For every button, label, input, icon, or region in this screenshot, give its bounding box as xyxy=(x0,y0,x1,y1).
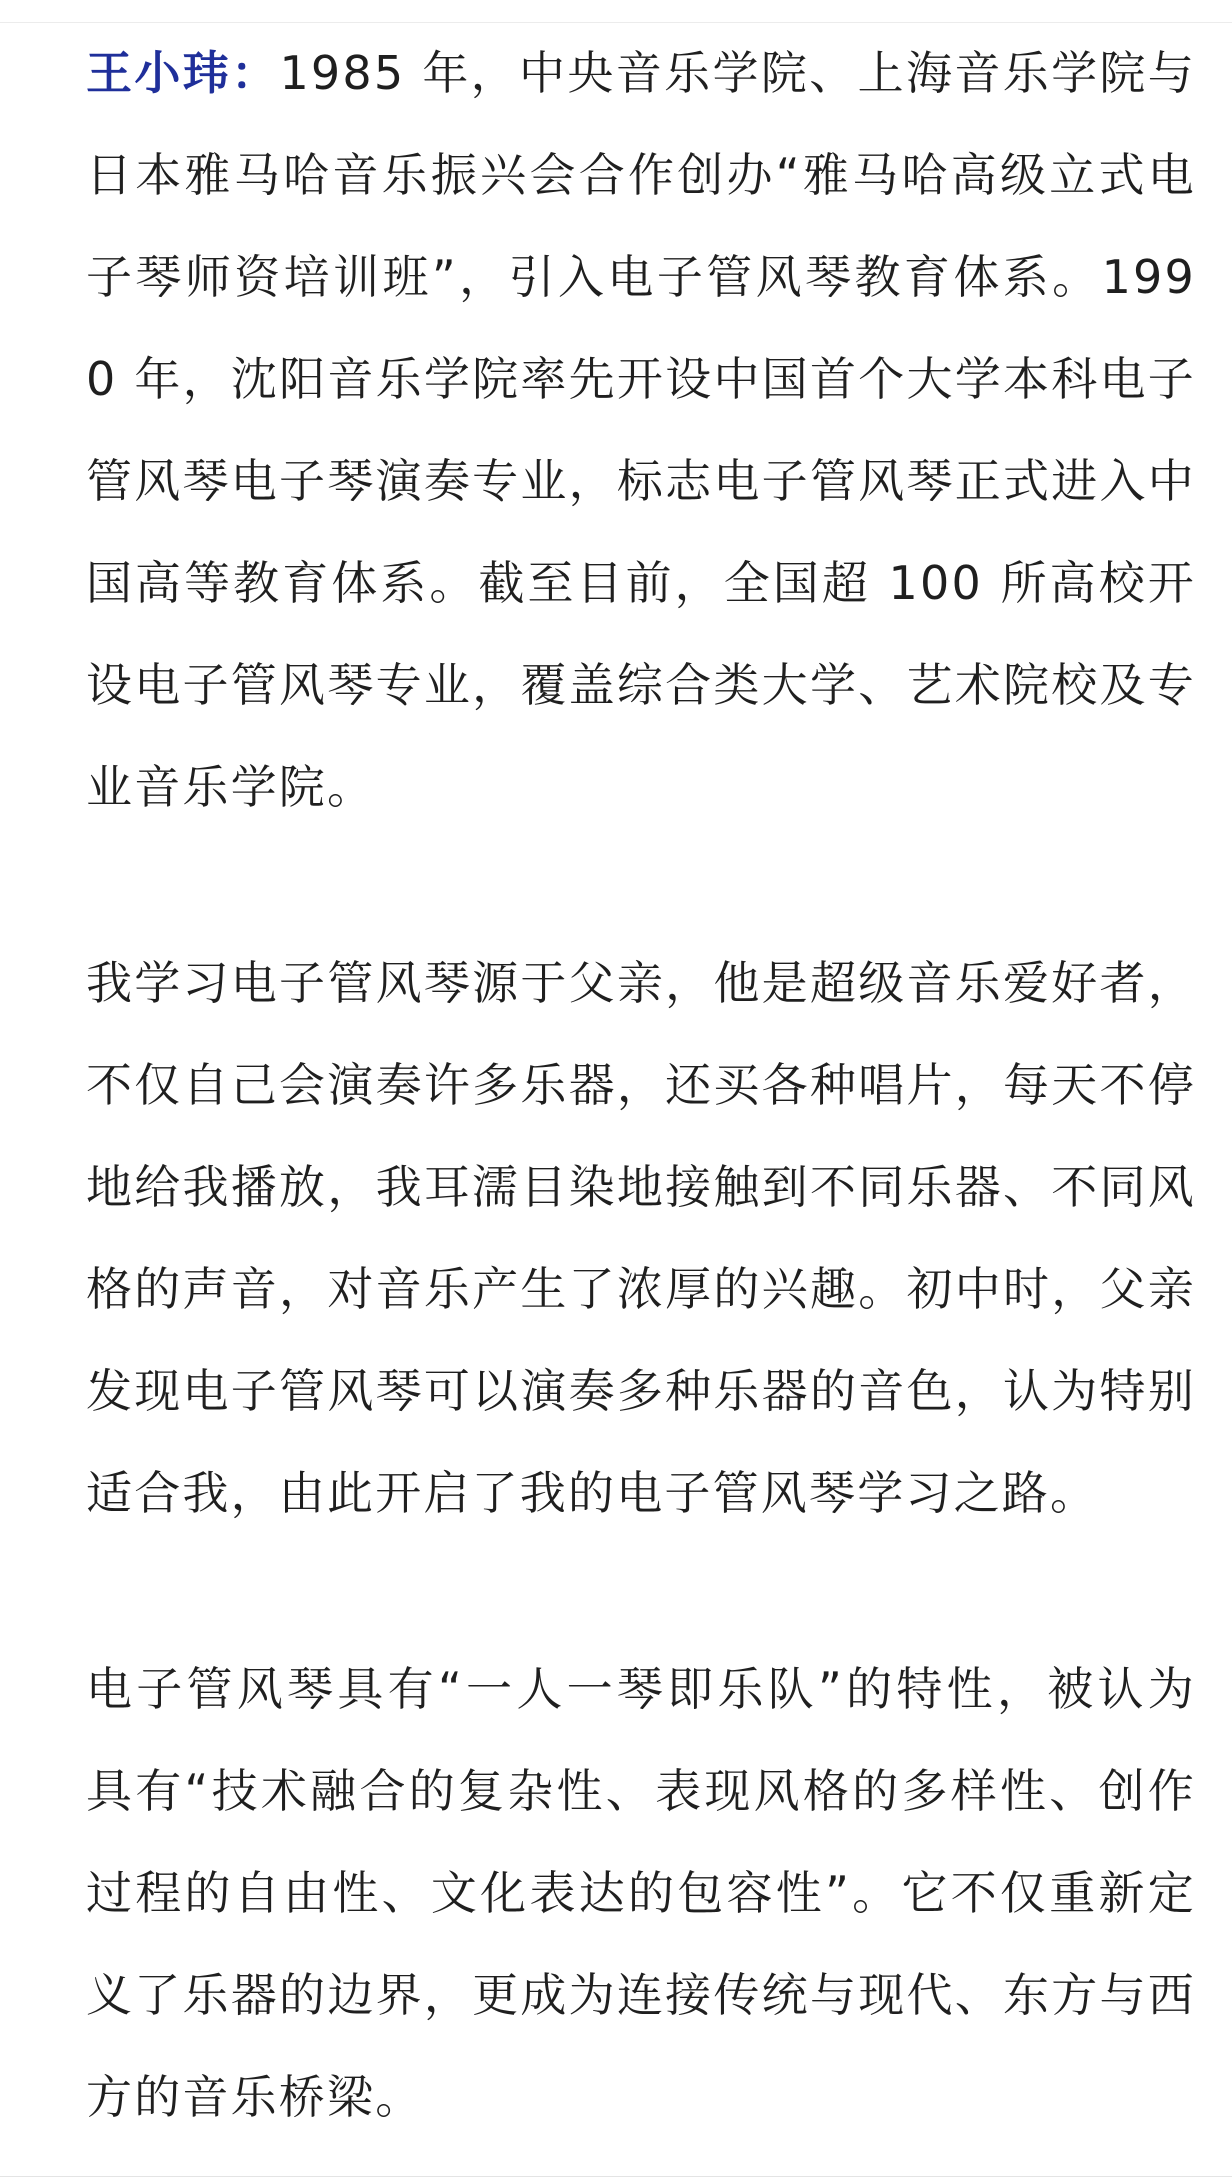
paragraph-1 xyxy=(86,22,1196,838)
bottom-divider xyxy=(0,2176,1232,2177)
article-body xyxy=(86,22,1196,2148)
paragraph-1-text: 1985 年，中央音乐学院、上海音乐学院与日本雅马哈音乐振兴会合作创办“雅马哈高级立式电子琴师资培训班”，引入电子管风琴教育体系。1990 年，沈阳音乐学院率先开设中国首个大学本科电子管风琴电子琴演奏专业，标志电子管风琴正式进入中国高等教育体系。截至目前，全国超 100 所高校开设电子管风琴专业，覆盖综合类大学、艺术院校及专业音乐学院。 xyxy=(86,46,1196,814)
speaker-name: 王小玮： xyxy=(86,46,280,100)
paragraph-3: 电子管风琴具有“一人一琴即乐队”的特性，被认为具有“技术融合的复杂性、表现风格的多样性、创作过程的自由性、文化表达的包容性”。它不仅重新定义了乐器的边界，更成为连接传统与现代、东方与西方的音乐桥梁。 xyxy=(86,1662,1196,2124)
paragraph-2: 我学习电子管风琴源于父亲，他是超级音乐爱好者，不仅自己会演奏许多乐器，还买各种唱片，每天不停地给我播放，我耳濡目染地接触到不同乐器、不同风格的声音，对音乐产生了浓厚的兴趣。初中时，父亲发现电子管风琴可以演奏多种乐器的音色，认为特别适合我，由此开启了我的电子管风琴学习之路。 xyxy=(86,956,1196,1520)
